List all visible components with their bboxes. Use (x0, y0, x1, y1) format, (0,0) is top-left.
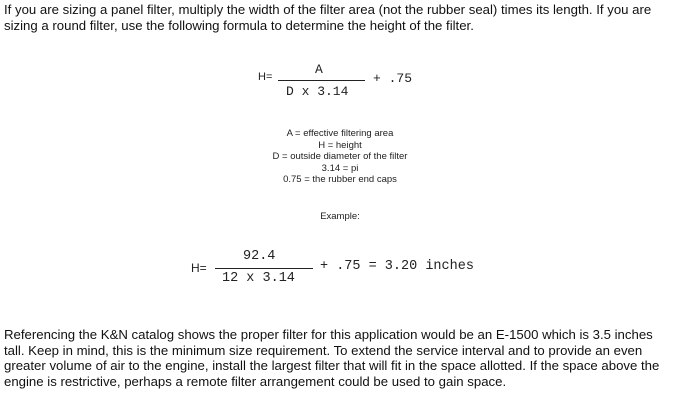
example-label: Example: (320, 211, 360, 222)
legend-item: 3.14 = pi (321, 162, 359, 174)
legend-item: 0.75 = the rubber end caps (283, 174, 397, 185)
formula-lhs: H= (258, 71, 273, 83)
intro-paragraph: If you are sizing a panel filter, multiply the width of the filter area (not the rubber seal) times its length. If you are sizing a round filter, use the following formula to determine the height of the filter. (4, 2, 652, 33)
legend-item: A = effective filtering area (286, 128, 394, 139)
formula-numerator: A (315, 62, 323, 77)
outro-paragraph: Referencing the K&N catalog shows the proper filter for this application would be an E-1500 which is 3.5 inches tall. Keep in mind, this is the minimum size requirement. To extend the service interval and to provide an even greater volume of air to the engine, install the largest filter that will fit in the space allotted. If the space above the engine is restrictive, perhaps a remote filter arrangement could be used to gain space. (4, 327, 660, 389)
example-fraction-bar (215, 268, 313, 269)
legend-item: H = height (318, 139, 362, 151)
example-numerator: 92.4 (243, 249, 276, 264)
example-lhs: H= (191, 261, 207, 275)
example-denominator: 12 x 3.14 (222, 271, 295, 286)
example-addend: + .75 = 3.20 inches (320, 259, 474, 274)
legend-item: D = outside diameter of the filter (272, 151, 408, 162)
formula-addend: + .75 (373, 71, 413, 86)
formula-denominator: D x 3.14 (286, 84, 349, 99)
